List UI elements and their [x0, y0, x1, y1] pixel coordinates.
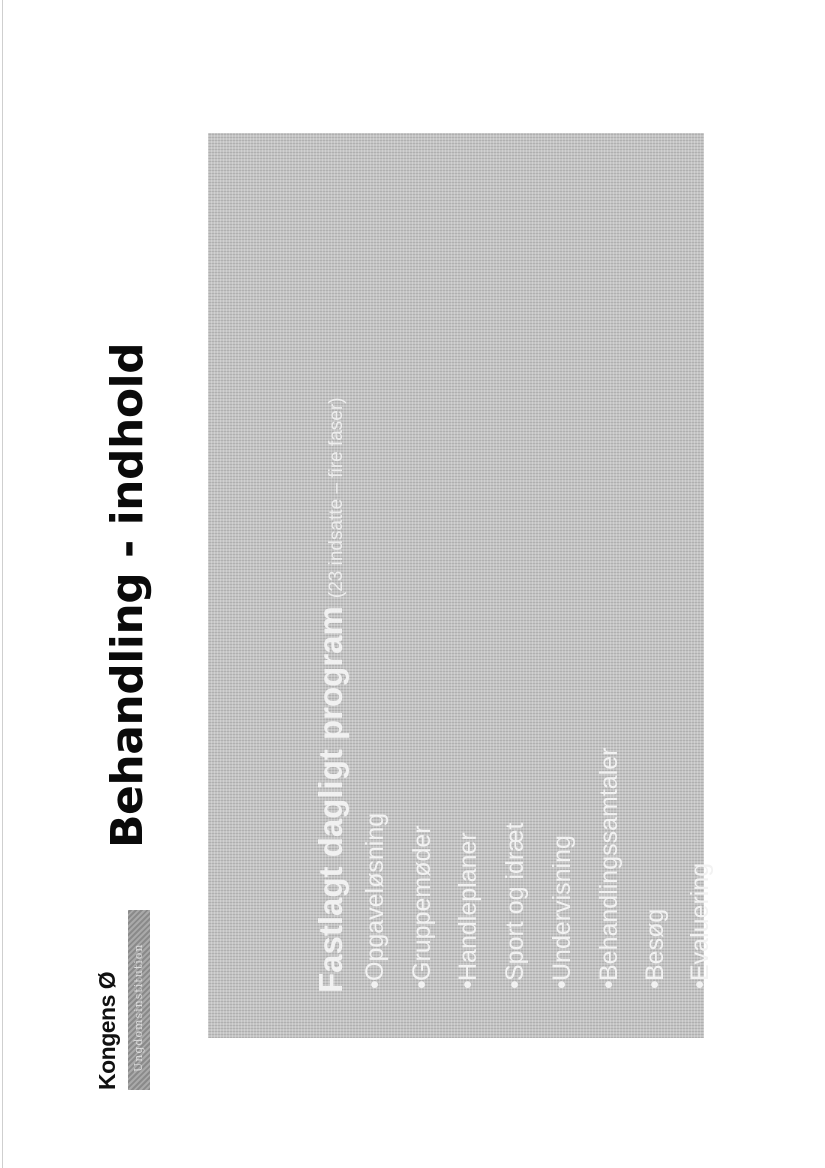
page-edge — [2, 0, 3, 1168]
list-item: •Evaluering — [686, 862, 714, 989]
logo-name: Kongens Ø — [94, 971, 120, 1090]
list-item: •Sport og idræt — [501, 822, 529, 989]
slide — [80, 50, 720, 1110]
list-item: •Undervisning — [548, 835, 576, 989]
list-item: •Opgaveløsning — [361, 812, 389, 989]
list-item-label: Sport og idræt — [501, 822, 529, 981]
content-heading: Fastlagt dagligt program — [312, 606, 349, 993]
list-item: •Behandlingssamtaler — [595, 747, 623, 989]
content-heading-line — [312, 397, 350, 993]
list-item-label: Gruppemøder — [408, 825, 436, 981]
list-item-label: Handleplaner — [454, 832, 482, 981]
list-item: •Besøg — [641, 908, 669, 989]
list-item-label: Undervisning — [548, 835, 576, 981]
list-item-label: Besøg — [641, 908, 669, 981]
logo-tagline: Ungdomsinstitution — [132, 943, 145, 1072]
list-item-label: Behandlingssamtaler — [595, 747, 623, 981]
logo-tagline-bar — [128, 910, 150, 1090]
list-item: •Handleplaner — [454, 832, 482, 989]
list-item-label: Evaluering — [686, 862, 714, 981]
slide-title: Behandling - indhold — [102, 342, 153, 848]
list-item: •Gruppemøder — [408, 825, 436, 989]
logo — [94, 880, 150, 1090]
content-box — [208, 133, 714, 1038]
content-heading-note: (23 indsatte – fire faser) — [326, 397, 347, 599]
list-item-label: Opgaveløsning — [361, 812, 389, 981]
